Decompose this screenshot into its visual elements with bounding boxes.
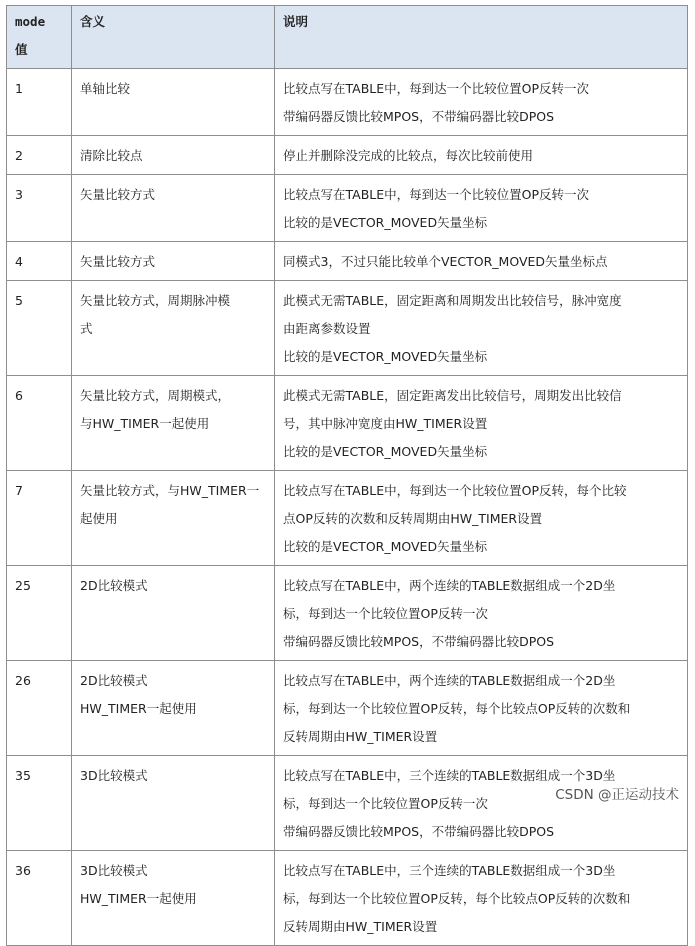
mode-cell: 25 [7, 566, 72, 661]
meaning-line: 2D比较模式 [80, 673, 148, 688]
description-line: 比较点写在TABLE中，每到达一个比较位置OP反转，每个比较 [283, 483, 627, 498]
meaning-cell [72, 136, 275, 175]
mode-cell: 3 [7, 175, 72, 242]
mode-cell: 7 [7, 471, 72, 566]
description-line: 比较点写在TABLE中，三个连续的TABLE数据组成一个3D坐 [283, 768, 616, 783]
meaning-line: 2D比较模式 [80, 578, 148, 593]
mode-cell: 5 [7, 281, 72, 376]
meaning-cell [72, 566, 275, 661]
description-cell [275, 242, 688, 281]
meaning-cell [72, 661, 275, 756]
description-line: 比较点写在TABLE中，两个连续的TABLE数据组成一个2D坐 [283, 578, 616, 593]
description-cell [275, 566, 688, 661]
meaning-line: 3D比较模式 [80, 768, 148, 783]
meaning-line: 矢量比较方式 [80, 254, 156, 269]
meaning-line: 式 [80, 321, 93, 336]
table-row [7, 851, 688, 946]
description-line: 此模式无需TABLE，固定距离发出比较信号，周期发出比较信 [283, 388, 622, 403]
description-line: 比较点写在TABLE中，三个连续的TABLE数据组成一个3D坐 [283, 863, 616, 878]
meaning-line: 矢量比较方式 [80, 187, 156, 202]
description-cell [275, 69, 688, 136]
table-row [7, 242, 688, 281]
description-cell [275, 661, 688, 756]
description-line: 由距离参数设置 [283, 321, 371, 336]
mode-table [6, 5, 688, 946]
description-line: 标，每到达一个比较位置OP反转一次 [283, 606, 488, 621]
meaning-line: 起使用 [80, 511, 118, 526]
description-line: 点OP反转的次数和反转周期由HW_TIMER设置 [283, 511, 543, 526]
description-line: 带编码器反馈比较MPOS，不带编码器比较DPOS [283, 824, 555, 839]
table-row [7, 69, 688, 136]
meaning-line: 矢量比较方式，周期模式， [80, 388, 231, 403]
description-line: 停止并删除没完成的比较点，每次比较前使用 [283, 148, 534, 163]
description-cell [275, 756, 688, 851]
mode-cell: 2 [7, 136, 72, 175]
meaning-cell [72, 851, 275, 946]
mode-cell: 6 [7, 376, 72, 471]
meaning-line: 矢量比较方式，周期脉冲模 [80, 293, 231, 308]
meaning-line: 矢量比较方式，与HW_TIMER一 [80, 483, 260, 498]
table-row [7, 661, 688, 756]
meaning-line: HW_TIMER一起使用 [80, 891, 197, 906]
description-line: 标，每到达一个比较位置OP反转，每个比较点OP反转的次数和 [283, 701, 631, 716]
mode-cell: 1 [7, 69, 72, 136]
meaning-cell [72, 69, 275, 136]
table-row [7, 281, 688, 376]
meaning-line: 单轴比较 [80, 81, 131, 96]
description-line: 反转周期由HW_TIMER设置 [283, 919, 438, 934]
description-line: 比较点写在TABLE中，每到达一个比较位置OP反转一次 [283, 81, 590, 96]
description-cell [275, 136, 688, 175]
description-line: 同模式3，不过只能比较单个VECTOR_MOVED矢量坐标点 [283, 254, 608, 269]
description-line: 带编码器反馈比较MPOS，不带编码器比较DPOS [283, 634, 555, 649]
description-line: 标，每到达一个比较位置OP反转，每个比较点OP反转的次数和 [283, 891, 631, 906]
header-mode: mode 值 [7, 6, 72, 69]
description-cell [275, 851, 688, 946]
description-line: 号，其中脉冲宽度由HW_TIMER设置 [283, 416, 488, 431]
meaning-cell [72, 471, 275, 566]
mode-cell: 35 [7, 756, 72, 851]
table-row [7, 376, 688, 471]
description-line: 此模式无需TABLE，固定距离和周期发出比较信号，脉冲宽度 [283, 293, 622, 308]
table-row [7, 136, 688, 175]
meaning-cell [72, 281, 275, 376]
table-row [7, 471, 688, 566]
meaning-line: HW_TIMER一起使用 [80, 701, 197, 716]
meaning-cell [72, 175, 275, 242]
watermark: CSDN @正运动技术 [553, 783, 681, 803]
description-line: 带编码器反馈比较MPOS，不带编码器比较DPOS [283, 109, 555, 124]
meaning-cell [72, 242, 275, 281]
description-line: 比较点写在TABLE中，两个连续的TABLE数据组成一个2D坐 [283, 673, 616, 688]
header-description: 说明 [275, 6, 688, 69]
description-line: 比较的是VECTOR_MOVED矢量坐标 [283, 539, 488, 554]
header-meaning: 含义 [72, 6, 275, 69]
description-cell [275, 175, 688, 242]
description-line: 标，每到达一个比较位置OP反转一次 [283, 796, 488, 811]
description-line: 反转周期由HW_TIMER设置 [283, 729, 438, 744]
description-cell [275, 376, 688, 471]
mode-cell: 26 [7, 661, 72, 756]
description-line: 比较的是VECTOR_MOVED矢量坐标 [283, 215, 488, 230]
table-row [7, 175, 688, 242]
table-body [7, 69, 688, 946]
description-line: 比较的是VECTOR_MOVED矢量坐标 [283, 444, 488, 459]
meaning-cell [72, 376, 275, 471]
mode-cell: 4 [7, 242, 72, 281]
description-cell [275, 471, 688, 566]
meaning-line: 与HW_TIMER一起使用 [80, 416, 210, 431]
table-header-row [7, 6, 688, 69]
mode-cell: 36 [7, 851, 72, 946]
meaning-line: 清除比较点 [80, 148, 143, 163]
description-line: 比较点写在TABLE中，每到达一个比较位置OP反转一次 [283, 187, 590, 202]
meaning-cell [72, 756, 275, 851]
table-row [7, 756, 688, 851]
meaning-line: 3D比较模式 [80, 863, 148, 878]
table-row [7, 566, 688, 661]
description-cell [275, 281, 688, 376]
description-line: 比较的是VECTOR_MOVED矢量坐标 [283, 349, 488, 364]
